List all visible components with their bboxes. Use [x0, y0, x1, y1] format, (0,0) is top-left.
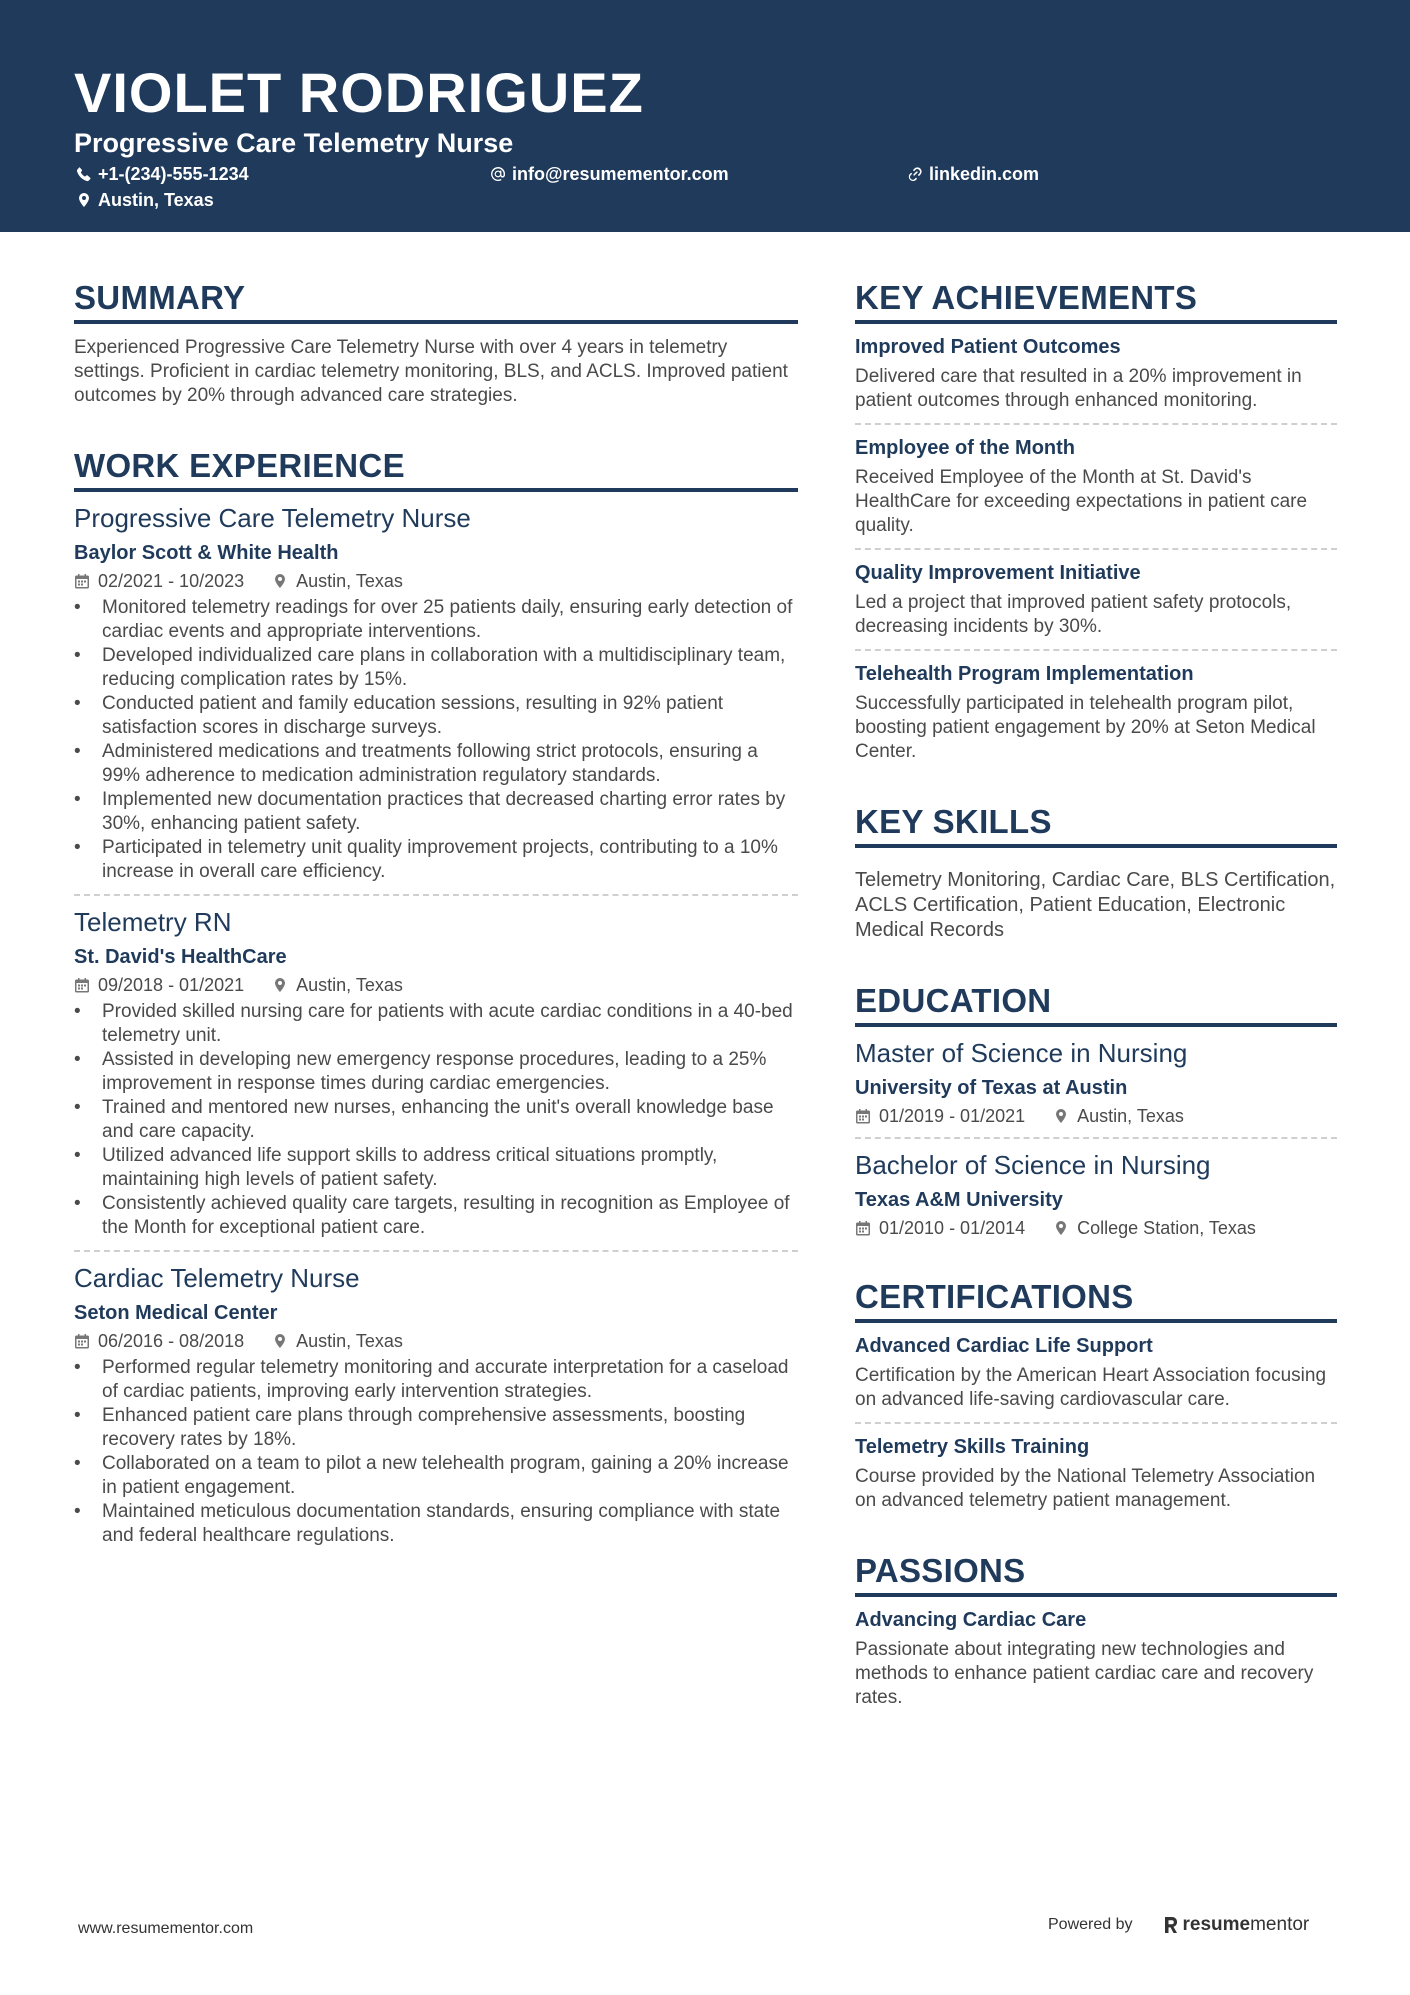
date-location-row: [74, 974, 798, 996]
job-list: [74, 502, 798, 1548]
location-text: Austin, Texas: [1077, 1106, 1184, 1126]
skills-heading: KEY SKILLS: [855, 802, 1337, 848]
date-range: 09/2018 - 01/2021: [98, 975, 245, 995]
divider: [855, 1422, 1337, 1424]
job-bullet: • Participated in telemetry unit quality improvement projects, contributing to a 10% increase in overall care efficiency.: [74, 836, 798, 884]
contact-linkedin[interactable]: [907, 163, 1039, 185]
date-range: 02/2021 - 10/2023: [98, 571, 245, 591]
job-bullet: • Performed regular telemetry monitoring and accurate interpretation for a caseload of cardiac patients, improving early intervention strategies.: [74, 1356, 798, 1404]
location-text: Austin, Texas: [296, 571, 403, 591]
job-bullets: [74, 1000, 798, 1240]
location-icon: [272, 573, 288, 589]
company-name: Baylor Scott & White Health: [74, 542, 339, 564]
location: [272, 974, 403, 996]
job-bullet: • Enhanced patient care plans through comprehensive assessments, boosting recovery rates by 18%.: [74, 1404, 798, 1452]
divider: [855, 649, 1337, 651]
location: [1053, 1105, 1184, 1127]
divider: [855, 548, 1337, 550]
job-entry: [74, 1262, 798, 1548]
job-entry: [74, 906, 798, 1240]
skills-text: Telemetry Monitoring, Cardiac Care, BLS Certification, ACLS Certification, Patient Education, Electronic Medical Records: [855, 869, 1336, 941]
powered-by-label: Powered by: [1048, 1916, 1133, 1933]
achievement-desc: Delivered care that resulted in a 20% improvement in patient outcomes through enhanced monitoring.: [855, 366, 1302, 411]
achievement-title: Improved Patient Outcomes: [855, 336, 1121, 358]
education-entry: [855, 1149, 1337, 1239]
job-bullet: • Administered medications and treatments following strict protocols, ensuring a 99% adherence to medication administration regulatory standards.: [74, 740, 798, 788]
email-text: info@resumementor.com: [512, 164, 729, 184]
job-bullet: • Collaborated on a team to pilot a new telehealth program, gaining a 20% increase in patient engagement.: [74, 1452, 798, 1500]
date-range: 01/2019 - 01/2021: [879, 1106, 1026, 1126]
achievement: [855, 435, 1337, 538]
divider: [855, 1137, 1337, 1139]
location-icon: [1053, 1220, 1069, 1236]
school-name: Texas A&M University: [855, 1189, 1063, 1211]
job-bullet: • Maintained meticulous documentation standards, ensuring compliance with state and federal healthcare regulations.: [74, 1500, 798, 1548]
footer-powered: [1048, 1914, 1309, 1936]
header-banner: [0, 0, 1410, 232]
summary-text: Experienced Progressive Care Telemetry Nurse with over 4 years in telemetry settings. Proficient in cardiac telemetry monitoring, BLS, and ACLS. Improved patient outcomes by 20% through advanced care strategies.: [74, 337, 788, 406]
date-range: 01/2010 - 01/2014: [879, 1218, 1026, 1238]
calendar-icon: [855, 1220, 871, 1236]
achievement: [855, 560, 1337, 639]
date-location-row: [855, 1105, 1337, 1127]
calendar-icon: [855, 1108, 871, 1124]
calendar-icon: [74, 977, 90, 993]
job-title: Cardiac Telemetry Nurse: [74, 1263, 360, 1293]
brand-logo-icon: [1163, 1915, 1179, 1935]
candidate-name: VIOLET RODRIGUEZ: [74, 61, 644, 124]
job-bullet: • Trained and mentored new nurses, enhancing the unit's overall knowledge base and care capacity.: [74, 1096, 798, 1144]
certifications-heading: CERTIFICATIONS: [855, 1277, 1337, 1323]
location-text: Austin, Texas: [296, 1331, 403, 1351]
divider: [74, 894, 798, 896]
job-bullets: [74, 596, 798, 884]
location-icon: [272, 1333, 288, 1349]
calendar-icon: [74, 1333, 90, 1349]
contact-location: [76, 189, 214, 211]
degree: Bachelor of Science in Nursing: [855, 1150, 1211, 1180]
achievement-desc: Received Employee of the Month at St. David's HealthCare for exceeding expectations in patient care quality.: [855, 467, 1308, 536]
location-text: Austin, Texas: [98, 190, 214, 210]
certification: [855, 1333, 1337, 1412]
achievement-desc: Led a project that improved patient safety protocols, decreasing incidents by 30%.: [855, 592, 1292, 637]
divider: [855, 423, 1337, 425]
location-text: Austin, Texas: [296, 975, 403, 995]
date-location-row: [74, 1330, 798, 1352]
education-list: [855, 1037, 1337, 1239]
achievement-desc: Successfully participated in telehealth program pilot, boosting patient engagement by 20% at Seton Medical Center.: [855, 693, 1316, 762]
right-column: [855, 278, 1337, 1710]
passion-desc: Passionate about integrating new technologies and methods to enhance patient cardiac care and recovery rates.: [855, 1639, 1314, 1708]
passions-heading: PASSIONS: [855, 1551, 1337, 1597]
footer-website[interactable]: www.resumementor.com: [78, 1920, 254, 1937]
calendar-icon: [74, 573, 90, 589]
certifications-list: [855, 1333, 1337, 1513]
certification-title: Advanced Cardiac Life Support: [855, 1335, 1153, 1357]
job-bullet: • Assisted in developing new emergency response procedures, leading to a 25% improvement in response times during cardiac emergencies.: [74, 1048, 798, 1096]
achievement-title: Quality Improvement Initiative: [855, 562, 1141, 584]
certification-desc: Course provided by the National Telemetry Association on advanced telemetry patient management.: [855, 1466, 1316, 1511]
location: [1053, 1217, 1256, 1239]
job-bullet: • Monitored telemetry readings for over 25 patients daily, ensuring early detection of cardiac events and appropriate interventions.: [74, 596, 798, 644]
job-bullet: • Provided skilled nursing care for patients with acute cardiac conditions in a 40-bed telemetry unit.: [74, 1000, 798, 1048]
job-bullets: [74, 1356, 798, 1548]
left-column: [74, 278, 798, 1548]
certification: [855, 1434, 1337, 1513]
location: [272, 570, 403, 592]
certification-desc: Certification by the American Heart Association focusing on advanced life-saving cardiovascular care.: [855, 1365, 1327, 1410]
contact-email[interactable]: [490, 163, 729, 185]
job-bullet: • Developed individualized care plans in collaboration with a multidisciplinary team, reducing complication rates by 15%.: [74, 644, 798, 692]
contact-phone[interactable]: [76, 163, 249, 185]
location-text: College Station, Texas: [1077, 1218, 1256, 1238]
date-range: 06/2016 - 08/2018: [98, 1331, 245, 1351]
achievements-list: [855, 334, 1337, 764]
job-bullet: • Utilized advanced life support skills to address critical situations promptly, maintaining high levels of patient safety.: [74, 1144, 798, 1192]
job-title: Progressive Care Telemetry Nurse: [74, 503, 471, 533]
job-bullet: • Consistently achieved quality care targets, resulting in recognition as Employee of the Month for exceptional patient care.: [74, 1192, 798, 1240]
job-title: Telemetry RN: [74, 907, 232, 937]
location: [272, 1330, 403, 1352]
school-name: University of Texas at Austin: [855, 1077, 1128, 1099]
job-bullet: • Implemented new documentation practices that decreased charting error rates by 30%, enhancing patient safety.: [74, 788, 798, 836]
link-icon: [907, 166, 923, 182]
location-icon: [272, 977, 288, 993]
candidate-role: Progressive Care Telemetry Nurse: [74, 128, 514, 158]
location-icon: [1053, 1108, 1069, 1124]
job-bullet: • Conducted patient and family education sessions, resulting in 92% patient satisfaction scores in discharge surveys.: [74, 692, 798, 740]
date-location-row: [855, 1217, 1337, 1239]
phone-icon: [76, 166, 92, 182]
company-name: Seton Medical Center: [74, 1302, 278, 1324]
achievement: [855, 334, 1337, 413]
certification-title: Telemetry Skills Training: [855, 1436, 1090, 1458]
education-heading: EDUCATION: [855, 981, 1337, 1027]
job-entry: [74, 502, 798, 884]
linkedin-text: linkedin.com: [929, 164, 1040, 184]
work-heading: WORK EXPERIENCE: [74, 446, 798, 492]
achievement-title: Employee of the Month: [855, 437, 1075, 459]
company-name: St. David's HealthCare: [74, 946, 287, 968]
passion-title: Advancing Cardiac Care: [855, 1609, 1087, 1631]
divider: [74, 1250, 798, 1252]
at-icon: [490, 166, 506, 182]
brand-logo[interactable]: [1163, 1914, 1310, 1936]
brand-bold: resume: [1182, 1914, 1251, 1935]
achievement: [855, 661, 1337, 764]
degree: Master of Science in Nursing: [855, 1038, 1188, 1068]
passions-list: [855, 1607, 1337, 1710]
education-entry: [855, 1037, 1337, 1127]
date-location-row: [74, 570, 798, 592]
achievement-title: Telehealth Program Implementation: [855, 663, 1194, 685]
location-icon: [76, 192, 92, 208]
summary-heading: SUMMARY: [74, 278, 798, 324]
phone-text: +1-(234)-555-1234: [98, 164, 249, 184]
achievements-heading: KEY ACHIEVEMENTS: [855, 278, 1337, 324]
passion: [855, 1607, 1337, 1710]
brand-light: mentor: [1250, 1914, 1310, 1935]
